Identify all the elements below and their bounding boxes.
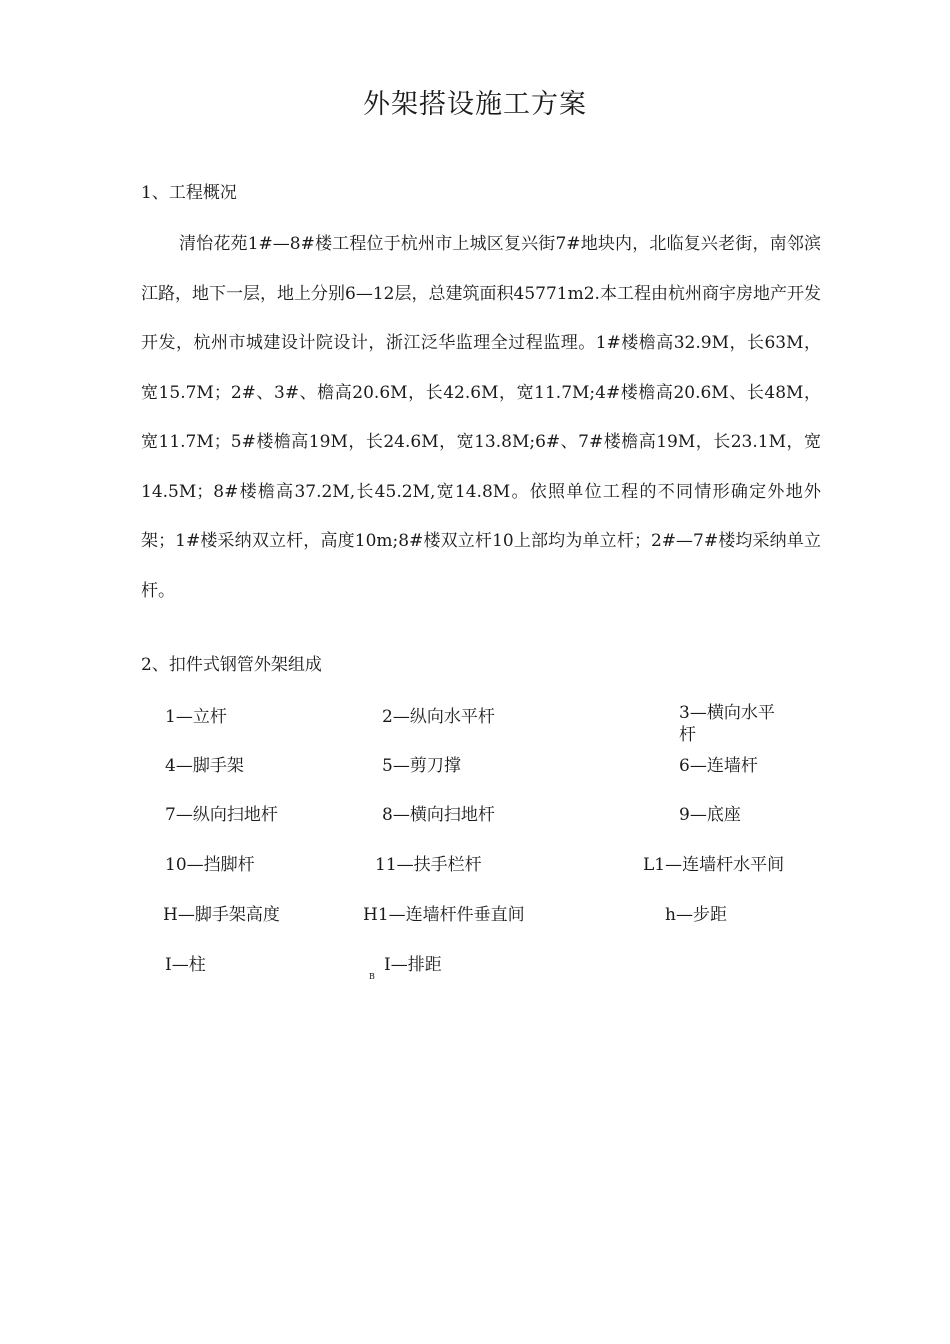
- legend-item: 10—挡脚杆: [165, 855, 255, 875]
- legend-item: 3—横向水平: [679, 703, 775, 723]
- legend-item: 2—纵向水平杆: [382, 707, 495, 727]
- legend-item: 9—底座: [679, 805, 741, 825]
- legend-item: I—排距: [384, 955, 442, 975]
- legend-item: 5—剪刀撑: [382, 756, 461, 776]
- legend-item: I—柱: [165, 955, 206, 975]
- legend-item-wrapped: [679, 702, 799, 745]
- legend-item: H—脚手架高度: [163, 905, 280, 925]
- legend-item: L1—连墙杆水平间: [643, 855, 785, 875]
- section-heading-components: 2、扣件式钢管外架组成: [141, 655, 322, 675]
- legend-item: 4—脚手架: [165, 756, 244, 776]
- legend-item: H1—连墙杆件垂直间: [363, 905, 525, 925]
- overview-paragraph: 清怡花苑1#—8#楼工程位于杭州市上城区复兴街7#地块内，北临复兴老街，南邻滨江路，地下一层，地上分别6—12层，总建筑面积45771m2.本工程由杭州商宇房地产开发开发，杭州市城建设计院设计，浙江泛华监理全过程监理。1#楼檐高32.9M，长63M，宽15.7M；2#、3#、檐高20.6M，长42.6M，宽11.7M;4#楼檐高20.6M、长48M，宽11.7M；5#楼檐高19M，长24.6M，宽13.8M;6#、7#楼檐高19M，长23.1M，宽14.5M；8#楼檐高37.2M,长45.2M,宽14.8M。依照单位工程的不同情形确定外地外架；1#楼采纳双立杆，高度10m;8#楼双立杆10上部均为单立杆；2#—7#楼均采纳单立杆。: [141, 234, 821, 601]
- legend-item: 1—立杆: [165, 707, 227, 727]
- section-heading-overview: 1、工程概况: [141, 183, 237, 203]
- subscript-mark: B: [369, 972, 375, 981]
- legend-item: 6—连墙杆: [679, 756, 758, 776]
- legend-item: 7—纵向扫地杆: [165, 805, 278, 825]
- legend-item-overflow: 杆: [679, 725, 696, 745]
- legend-item: 8—横向扫地杆: [382, 805, 495, 825]
- legend-item: h—步距: [665, 905, 727, 925]
- legend-item: 11—扶手栏杆: [375, 855, 482, 875]
- document-title: 外架搭设施工方案: [363, 89, 587, 120]
